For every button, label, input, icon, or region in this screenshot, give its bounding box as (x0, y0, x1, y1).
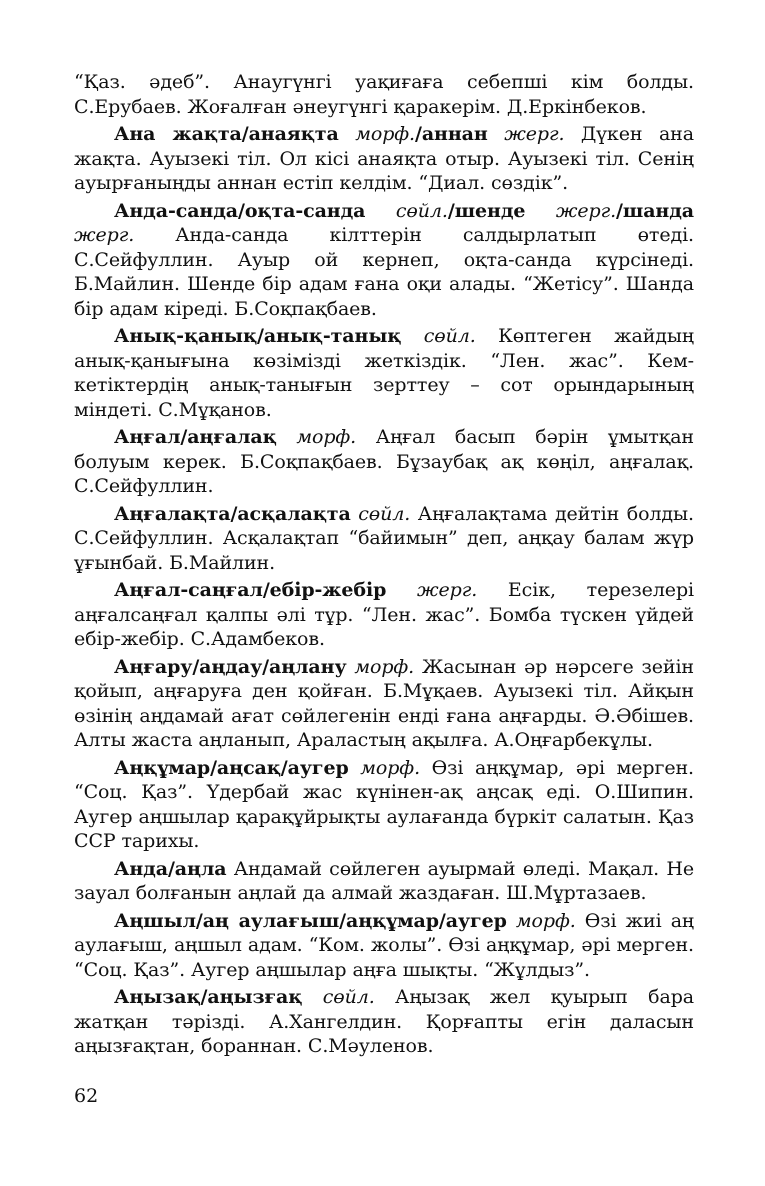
entry-grammar-mark: жерг. (74, 224, 135, 246)
entry-grammar-mark: морф. (360, 756, 421, 779)
continuation-paragraph: “Қаз. әдеб”. Анаугүнгі уақиғаға себепші кім болды. С.Ерубаев. Жоғалған әнеугүнгі қаракерім. Д.Еркінбеков. (74, 71, 694, 118)
entry-headword: Анда-санда/оқта-санда (114, 199, 366, 222)
dictionary-page (74, 70, 694, 1059)
entry-examples: Өзі аңқұмар, әрі мерген. “Соц. Қаз”. Үдербай жас күнінен-ақ аңсақ еді. О.Шипин. Аугер аңшылар қарақұйрықты аулағанда бүркіт салатын. Қаз ССР тарихы. (74, 756, 694, 852)
entry-grammar-mark: жерг. (555, 199, 617, 222)
dictionary-entry (74, 985, 694, 1059)
dictionary-entry (74, 655, 694, 753)
page-number: 62 (74, 1085, 99, 1107)
entry-headword: Аңғалақта/асқалақта (114, 502, 351, 525)
entry-headword: Аңғал/аңғалақ (114, 426, 277, 448)
dictionary-entry (74, 502, 694, 576)
dictionary-entry (74, 425, 694, 499)
entry-grammar-mark: морф. (354, 655, 415, 678)
entry-headword: Аңшыл/аң аулағыш/аңқұмар/аугер (114, 909, 507, 932)
entry-headword-variant: /шанда (616, 199, 694, 222)
entry-examples: Өзі жиі аң аулағыш, аңшыл адам. “Ком. жолы”. Өзі аңқұмар, әрі мерген. “Соц. Қаз”. Аугер аңшылар аңға шықты. “Жұлдыз”. (74, 909, 694, 981)
entry-grammar-mark: сөйл. (395, 199, 448, 222)
dictionary-entry (74, 324, 694, 422)
dictionary-entry (74, 122, 694, 196)
entry-examples: Дүкен ана жақта. Ауызекі тіл. Ол кісі анаяқта отыр. Ауызекі тіл. Сенің ауырғаныңды аннан естіп келдім. “Диал. сөздік”. (74, 123, 694, 194)
entry-headword-variant: /шенде (447, 199, 526, 222)
entry-grammar-mark: жерг. (504, 123, 565, 145)
dictionary-entry (74, 909, 694, 983)
entry-headword: Аңғал-саңғал/ебір-жебір (114, 579, 387, 601)
entry-grammar-mark: жерг. (417, 579, 478, 601)
entry-examples: Андамай сөйлеген ауырмай өледі. Мақал. Не зауал болғанын аңлай да алмай жаздаған. Ш.Мұртазаев. (74, 857, 694, 904)
entry-examples: Аңызақ жел қуырып бара жатқан тәрізді. А.Хангелдин. Қорғапты егін даласын аңызғақтан, бораннан. С.Мәуленов. (74, 986, 694, 1057)
dictionary-entry (74, 199, 694, 322)
entry-examples: Жасынан әр нәрсеге зейін қойып, аңғаруға ден қойған. Б.Мұқаев. Ауызекі тіл. Айқын өзінің аңдамай ағат сөйлегенін енді ғана аңғарды. Ә.Әбішев. Алты жаста аңланып, Араластың ақылға. А.Оңғарбекұлы. (74, 655, 694, 751)
entry-grammar-mark: морф. (355, 123, 415, 145)
entry-headword: Ана жақта/анаяқта (114, 123, 339, 145)
entry-headword: Аңғару/аңдау/аңлану (114, 655, 347, 678)
dictionary-entry (74, 578, 694, 652)
entry-examples: Анда-санда кілттерін салдырлатып өтеді. С.Сейфуллин. Ауыр ой кернеп, оқта-санда күрсінеді. Б.Майлин. Шенде бір адам ғана оқи алады. “Жетісу”. Шанда бір адам кіреді. Б.Соқпақбаев. (74, 224, 694, 320)
dictionary-entry (74, 756, 694, 854)
dictionary-entry (74, 857, 694, 906)
entry-grammar-mark: морф. (296, 426, 357, 448)
entry-grammar-mark: морф. (515, 909, 576, 932)
entry-grammar-mark: сөйл. (322, 986, 375, 1008)
entry-examples: Аңғалақтама дейтін болды. С.Сейфуллин. Асқалақтап “байимын” деп, аңқау балам жүр ұғынбай. Б.Майлин. (74, 502, 694, 574)
entry-examples: Есік, терезелері аңғалсаңғал қалпы әлі тұр. “Лен. жас”. Бомба түскен үйдей ебір-жебір. С.Адамбеков. (74, 579, 694, 650)
entry-examples: Көптеген жайдың анық-қанығына көзімізді жеткіздік. “Лен. жас”. Кем-кетіктердің анық-танығын зерттеу – сот орындарының міндеті. С.Мұқанов. (74, 325, 694, 421)
entry-headword: Анда/аңла (114, 857, 227, 880)
entry-grammar-mark: сөйл. (358, 502, 411, 525)
entry-headword: Аңызақ/аңызғақ (114, 986, 303, 1008)
entry-headword: Анық-қанық/анық-танық (114, 325, 402, 347)
entry-headword-variant: /аннан (415, 123, 488, 145)
entry-headword: Аңқұмар/аңсақ/аугер (114, 756, 349, 779)
entry-grammar-mark: сөйл. (423, 325, 476, 347)
entry-examples: Аңғал басып бәрін ұмытқан болуым керек. Б.Соқпақбаев. Бұзаубақ ақ көңіл, аңғалақ. С.Сейфуллин. (74, 426, 694, 497)
